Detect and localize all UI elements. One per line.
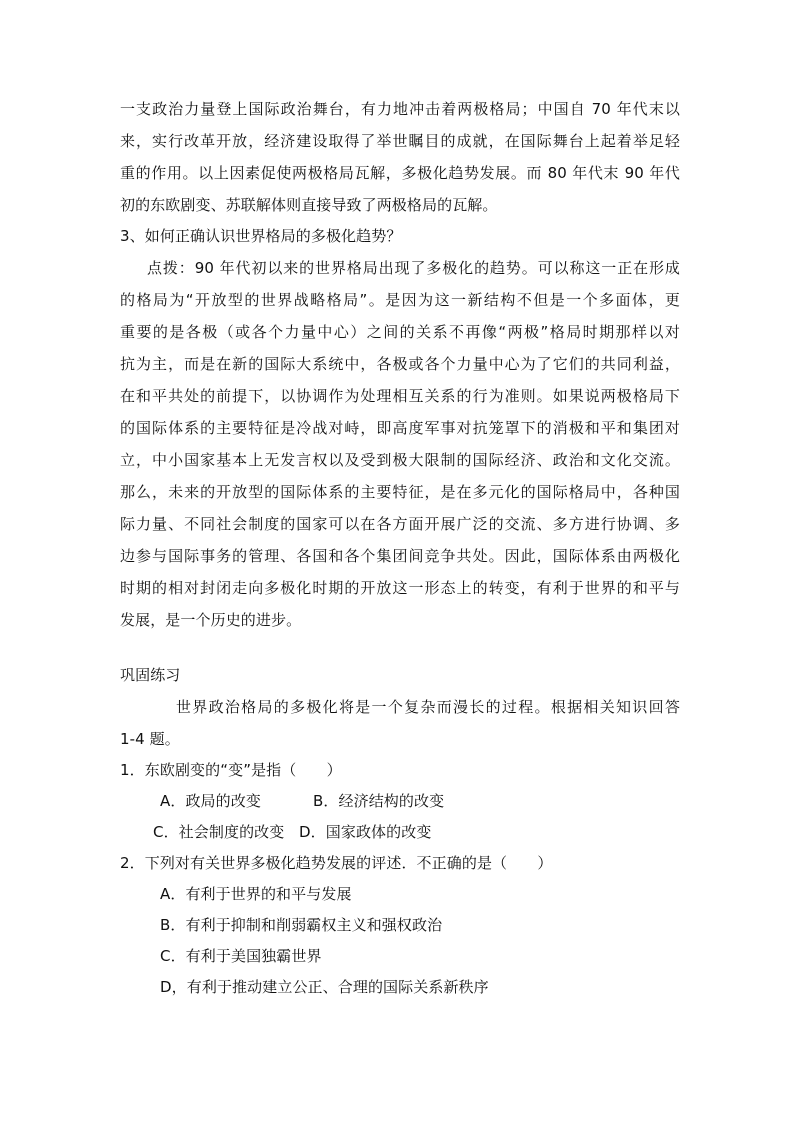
answer-line: 那么，未来的开放型的国际体系的主要特征，是在多元化的国际格局中，各种国: [120, 483, 680, 501]
answer-line: 的格局为“开放型的世界战略格局”。是因为这一新结构不但是一个多面体，更: [120, 291, 680, 309]
question-3-title: 3、如何正确认识世界格局的多极化趋势？: [120, 227, 402, 245]
q1-option-c: C．社会制度的改变: [153, 823, 285, 841]
answer-line: 重要的是各极（或各个力量中心）之间的关系不再像“两极”格局时期那样以对: [120, 323, 680, 341]
answer-line: 抗为主，而是在新的国际大系统中，各极或各个力量中心为了它们的共同利益，: [120, 355, 680, 373]
question-1-stem: 1．东欧剧变的“变”是指（ ）: [120, 761, 342, 779]
answer-line: 在和平共处的前提下，以协调作为处理相互关系的行为准则。如果说两极格局下: [120, 387, 680, 405]
q1-option-a: A．政局的改变: [160, 792, 261, 810]
q2-option-c: C．有利于美国独霸世界: [160, 947, 322, 965]
q2-option-a: A．有利于世界的和平与发展: [160, 885, 352, 903]
q1-option-d: D．国家政体的改变: [299, 823, 432, 841]
answer-line: 时期的相对封闭走向多极化时期的开放这一形态上的转变，有利于世界的和平与: [120, 579, 680, 597]
question-2-stem: 2．下列对有关世界多极化趋势发展的评述．不正确的是（ ）: [120, 854, 553, 872]
practice-intro-line: 世界政治格局的多极化将是一个复杂而漫长的过程。根据相关知识回答: [176, 698, 680, 716]
practice-intro-line: 1-4 题。: [120, 730, 180, 748]
paragraph-line: 一支政治力量登上国际政治舞台，有力地冲击着两极格局；中国自 70 年代末以: [120, 100, 680, 118]
answer-line: 际力量、不同社会制度的国家可以在各方面开展广泛的交流、多方进行协调、多: [120, 515, 680, 533]
paragraph-line: 来，实行改革开放，经济建设取得了举世瞩目的成就，在国际舞台上起着举足轻: [120, 132, 680, 150]
practice-heading: 巩固练习: [120, 666, 181, 684]
q2-option-d: D，有利于推动建立公正、合理的国际关系新秩序: [160, 978, 489, 996]
q1-option-b: B．经济结构的改变: [313, 792, 445, 810]
answer-line: 的国际体系的主要特征是冷战对峙，即高度军事对抗笼罩下的消极和平和集团对: [120, 419, 680, 437]
answer-line: 立，中小国家基本上无发言权以及受到极大限制的国际经济、政治和文化交流。: [120, 451, 680, 469]
q2-option-b: B．有利于抑制和削弱霸权主义和强权政治: [160, 916, 443, 934]
answer-line: 边参与国际事务的管理、各国和各个集团间竞争共处。因此，国际体系由两极化: [120, 547, 680, 565]
paragraph-line: 初的东欧剧变、苏联解体则直接导致了两极格局的瓦解。: [120, 196, 498, 214]
answer-line: 点拨：90 年代初以来的世界格局出现了多极化的趋势。可以称这一正在形成: [147, 259, 680, 277]
paragraph-line: 重的作用。以上因素促使两极格局瓦解，多极化趋势发展。而 80 年代末 90 年代: [120, 164, 680, 182]
answer-line: 发展，是一个历史的进步。: [120, 611, 302, 629]
